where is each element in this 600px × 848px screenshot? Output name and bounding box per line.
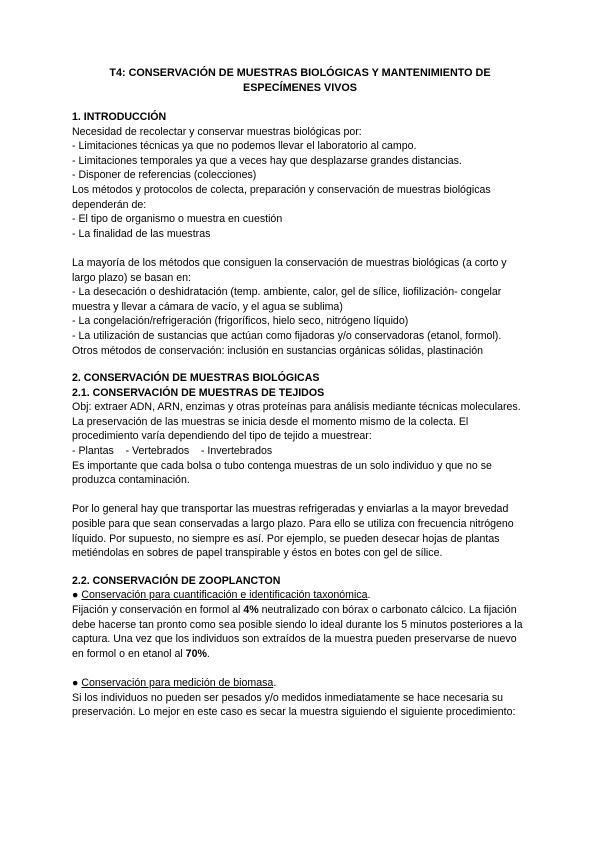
list-item: - El tipo de organismo o muestra en cuestión	[72, 213, 283, 226]
document-title: T4: CONSERVACIÓN DE MUESTRAS BIOLÓGICAS Y MANTENIMIENTO DE ESPECÍMENES VIVOS	[109, 67, 491, 94]
list-item: - La finalidad de las muestras	[72, 227, 211, 240]
paragraph: Si los individuos no pueden ser pesados y/o medidos inmediatamente se hace necesaria su preservación. Lo mejor en este caso es secar la muestra siguiendo el siguiente procedimiento:	[72, 691, 516, 719]
bullet-item: ● Conservación para cuantificación e identificación taxonómica.	[72, 589, 371, 602]
list-item: - Disponer de referencias (colecciones)	[72, 169, 257, 182]
list-item: - La desecación o deshidratación (temp. ambiente, calor, gel de sílice, liofilización- congelar muestra y llevar a cámara de vacío, y el agua se sublima)	[72, 286, 502, 313]
paragraph: Por lo general hay que transportar las muestras refrigeradas y enviarlas a la mayor brevedad posible para que sean conservadas a largo plazo. Para ello se utiliza con frecuencia nitrógeno líquido. Por supuesto, no siempre es así. Por ejemplo, se pueden desecar hojas de plantas metiéndolas en sobres de papel transpirable y éstos en botes con gel de sílice.	[72, 503, 514, 560]
paragraph: Fijación y conservación en formol al 4% neutralizado con bórax o carbonato cálcico. La fijación debe hacerse tan pronto como sea posible siendo lo ideal durante los 5 minutos posteriores a la captura. Una vez que los individuos son extraídos de la muestra pueden preservarse de nuevo en formol o en etanol al 70%.	[72, 604, 523, 660]
list-item: - Limitaciones técnicas ya que no podemos llevar el laboratorio al campo.	[72, 140, 417, 153]
paragraph: Otros métodos de conservación: inclusión en sustancias orgánicas sólidas, plastinación	[72, 344, 484, 357]
underlined-heading: Conservación para cuantificación e identificación taxonómica	[81, 589, 368, 602]
section-heading-conservacion: 2. CONSERVACIÓN DE MUESTRAS BIOLÓGICAS	[72, 372, 320, 385]
paragraph: Los métodos y protocolos de colecta, preparación y conservación de muestras biológicas dependerán de:	[72, 183, 491, 211]
section-heading-introduccion: 1. INTRODUCCIÓN	[72, 111, 167, 123]
subsection-heading-tejidos: 2.1. CONSERVACIÓN DE MUESTRAS DE TEJIDOS	[72, 386, 325, 399]
list-item: - Limitaciones temporales ya que a veces hay que desplazarse grandes distancias.	[72, 154, 462, 167]
subsection-heading-zooplancton: 2.2. CONSERVACIÓN DE ZOOPLANCTON	[72, 574, 281, 587]
bullet-icon: ●	[72, 589, 82, 602]
list-item: - La utilización de sustancias que actúan como fijadoras y/o conservadoras (etanol, formol).	[72, 329, 502, 342]
paragraph: Es importante que cada bolsa o tubo contenga muestras de un solo individuo y que no se produzca contaminación.	[72, 459, 492, 487]
bullet-item: ● Conservación para medición de biomasa.	[72, 676, 277, 689]
paragraph: Necesidad de recolectar y conservar muestras biológicas por:	[72, 125, 362, 138]
bullet-icon: ●	[72, 676, 82, 689]
list-item: - La congelación/refrigeración (frigoríficos, hielo seco, nitrógeno líquido)	[72, 315, 409, 328]
underlined-heading: Conservación para medición de biomasa	[81, 676, 274, 689]
paragraph: La mayoría de los métodos que consiguen la conservación de muestras biológicas (a corto y largo plazo) se basan en:	[72, 256, 507, 284]
list-item: - Plantas - Vertebrados - Invertebrados	[72, 445, 273, 458]
paragraph: Obj: extraer ADN, ARN, enzimas y otras proteínas para análisis mediante técnicas moleculares.	[72, 401, 521, 414]
paragraph: La preservación de las muestras se inicia desde el momento mismo de la colecta. El procedimiento varía dependiendo del tipo de tejido a muestrear:	[72, 415, 469, 443]
